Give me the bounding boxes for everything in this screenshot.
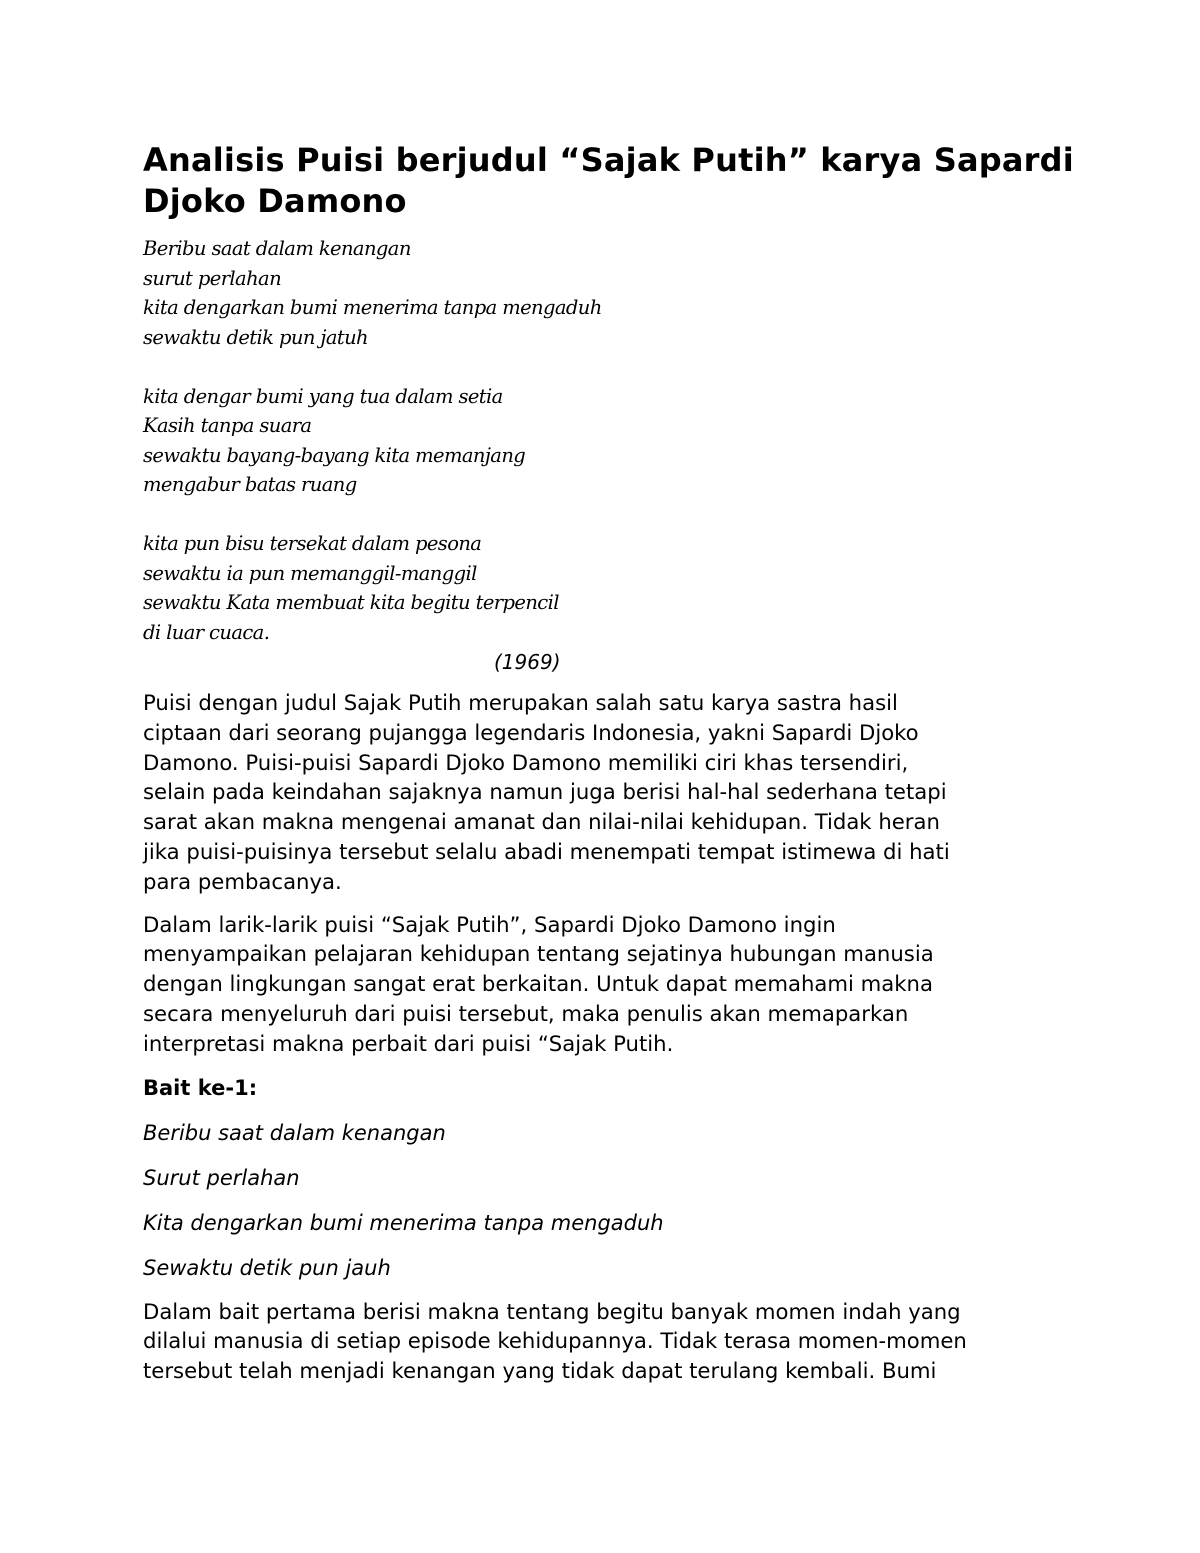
quoted-verse-line: Kita dengarkan bumi menerima tanpa mengaduh bbox=[143, 1210, 664, 1235]
poem-stanza-1 bbox=[143, 234, 1063, 352]
poem-line: sewaktu detik pun jatuh bbox=[143, 325, 369, 349]
paragraph-line: secara menyeluruh dari puisi tersebut, maka penulis akan memaparkan bbox=[143, 1000, 909, 1026]
title-line: Djoko Damono bbox=[143, 182, 407, 220]
paragraph-purpose bbox=[143, 910, 1063, 1059]
poem-line: kita dengar bumi yang tua dalam setia bbox=[143, 384, 503, 408]
paragraph-line: menyampaikan pelajaran kehidupan tentang sejatinya hubungan manusia bbox=[143, 941, 934, 967]
paragraph-line: sarat akan makna mengenai amanat dan nilai-nilai kehidupan. Tidak heran bbox=[143, 809, 940, 835]
quoted-verse-line: Surut perlahan bbox=[143, 1165, 300, 1190]
paragraph-line: para pembacanya. bbox=[143, 868, 342, 894]
poem-line: Kasih tanpa suara bbox=[143, 414, 312, 437]
paragraph-line: dengan lingkungan sangat erat berkaitan. Untuk dapat memahami makna bbox=[143, 971, 933, 997]
quoted-verse-line: Sewaktu detik pun jauh bbox=[143, 1255, 391, 1280]
poem-stanza-2 bbox=[143, 382, 1063, 500]
paragraph-analysis bbox=[143, 1297, 1063, 1386]
paragraph-line: interpretasi makna perbait dari puisi “Sajak Putih. bbox=[143, 1030, 674, 1056]
paragraph-line: Dalam larik-larik puisi “Sajak Putih”, Sapardi Djoko Damono ingin bbox=[143, 911, 836, 937]
poem-line: sewaktu Kata membuat kita begitu terpencil bbox=[143, 591, 559, 614]
poem-line: sewaktu bayang-bayang kita memanjang bbox=[143, 443, 526, 467]
poem-year: (1969) bbox=[494, 650, 561, 674]
paragraph-line: selain pada keindahan sajaknya namun juga berisi hal-hal sederhana tetapi bbox=[143, 779, 947, 805]
poem bbox=[143, 234, 1063, 647]
paragraph-intro bbox=[143, 688, 1063, 897]
section-heading: Bait ke-1: bbox=[143, 1075, 258, 1100]
poem-line: di luar cuaca. bbox=[143, 620, 270, 644]
document-title bbox=[143, 140, 1074, 222]
document-page bbox=[143, 140, 1074, 1386]
paragraph-line: dilalui manusia di setiap episode kehidupannya. Tidak terasa momen-momen bbox=[143, 1328, 967, 1354]
title-line: Analisis Puisi berjudul “Sajak Putih” karya Sapardi bbox=[143, 141, 1074, 179]
poem-line: sewaktu ia pun memanggil-manggil bbox=[143, 561, 477, 585]
poem-stanza-3 bbox=[143, 529, 1063, 647]
poem-line: kita dengarkan bumi menerima tanpa mengaduh bbox=[143, 296, 602, 319]
paragraph-line: Dalam bait pertama berisi makna tentang begitu banyak momen indah yang bbox=[143, 1298, 961, 1324]
paragraph-line: Puisi dengan judul Sajak Putih merupakan salah satu karya sastra hasil bbox=[143, 690, 898, 715]
paragraph-line: ciptaan dari seorang pujangga legendaris Indonesia, yakni Sapardi Djoko bbox=[143, 719, 919, 745]
paragraph-line: Damono. Puisi-puisi Sapardi Djoko Damono memiliki ciri khas tersendiri, bbox=[143, 749, 909, 775]
poem-line: surut perlahan bbox=[143, 266, 282, 290]
poem-line: kita pun bisu tersekat dalam pesona bbox=[143, 532, 482, 555]
quoted-verse-line: Beribu saat dalam kenangan bbox=[143, 1120, 446, 1145]
paragraph-line: tersebut telah menjadi kenangan yang tidak dapat terulang kembali. Bumi bbox=[143, 1358, 937, 1384]
poem-line: mengabur batas ruang bbox=[143, 473, 357, 496]
poem-line: Beribu saat dalam kenangan bbox=[143, 237, 411, 260]
paragraph-line: jika puisi-puisinya tersebut selalu abadi menempati tempat istimewa di hati bbox=[143, 838, 950, 864]
